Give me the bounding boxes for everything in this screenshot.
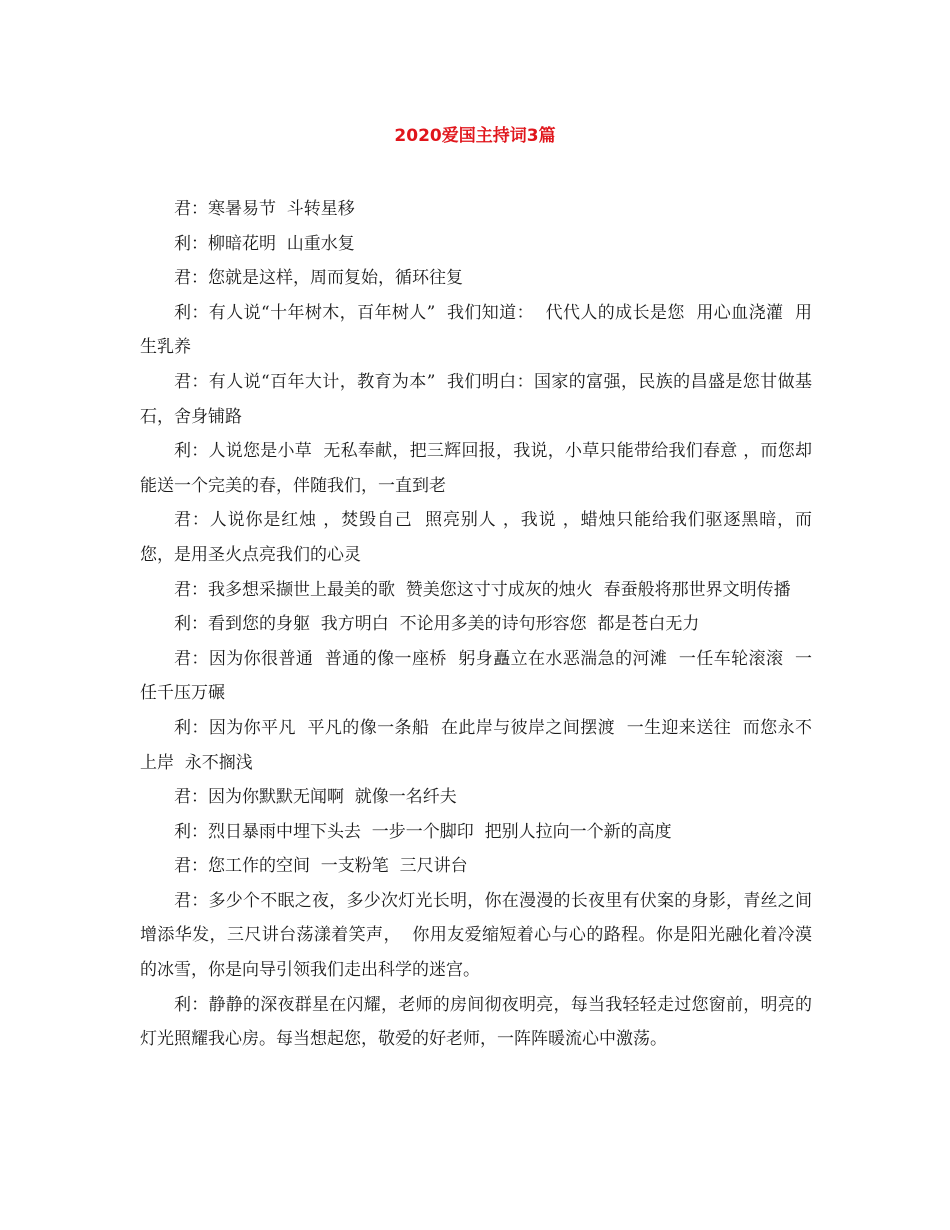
paragraph: 君：我多想采撷世上最美的歌 赞美您这寸寸成灰的烛火 春蚕般将那世界文明传播 [174, 579, 791, 600]
paragraph: 君：多少个不眠之夜，多少次灯光长明，你在漫漫的长夜里有伏案的身影，青丝之间增添华发，三尺讲台荡漾着笑声， 你用友爱缩短着心与心的路程。你是阳光融化着冷漠的冰雪，你是向导引领我们走出科学的迷宫。 [140, 890, 812, 981]
paragraph: 利：因为你平凡 平凡的像一条船 在此岸与彼岸之间摆渡 一生迎来送往 而您永不上岸 永不搁浅 [140, 717, 812, 773]
paragraph: 利：烈日暴雨中埋下头去 一步一个脚印 把别人拉向一个新的高度 [174, 821, 672, 842]
paragraph: 利：人说您是小草 无私奉献，把三辉回报，我说，小草只能带给我们春意 ，而您却能送一个完美的春，伴随我们，一直到老 [140, 441, 812, 496]
paragraph: 君：因为你很普通 普通的像一座桥 躬身矗立在水恶湍急的河滩 一任车轮滚滚 一任千压万碾 [140, 648, 812, 704]
paragraph: 君：您就是这样，周而复始，循环往复 [174, 268, 463, 289]
paragraph: 君：有人说“百年大计，教育为本” 我们明白：国家的富强，民族的昌盛是您甘做基石，舍身铺路 [140, 371, 812, 427]
paragraph: 君：寒暑易节 斗转星移 [174, 199, 355, 219]
paragraph: 君：您工作的空间 一支粉笔 三尺讲台 [174, 856, 468, 877]
document-title: 2020爱国主持词3篇 [394, 126, 556, 146]
paragraph: 利：有人说“十年树木，百年树人” 我们知道： 代代人的成长是您 用心血浇灌 用生乳养 [140, 302, 812, 358]
paragraph: 君：因为你默默无闻啊 就像一名纤夫 [174, 787, 457, 808]
document-body [140, 192, 812, 1057]
paragraph: 利：看到您的身躯 我方明白 不论用多美的诗句形容您 都是苍白无力 [174, 614, 700, 635]
paragraph: 利：柳暗花明 山重水复 [174, 233, 355, 254]
paragraph: 利：静静的深夜群星在闪耀，老师的房间彻夜明亮，每当我轻轻走过您窗前，明亮的灯光照耀我心房。每当想起您，敬爱的好老师，一阵阵暖流心中激荡。 [140, 994, 812, 1050]
paragraph: 君：人说你是红烛 ，焚毁自己 照亮别人 ，我说 ，蜡烛只能给我们驱逐黑暗，而您，是用圣火点亮我们的心灵 [140, 510, 812, 565]
